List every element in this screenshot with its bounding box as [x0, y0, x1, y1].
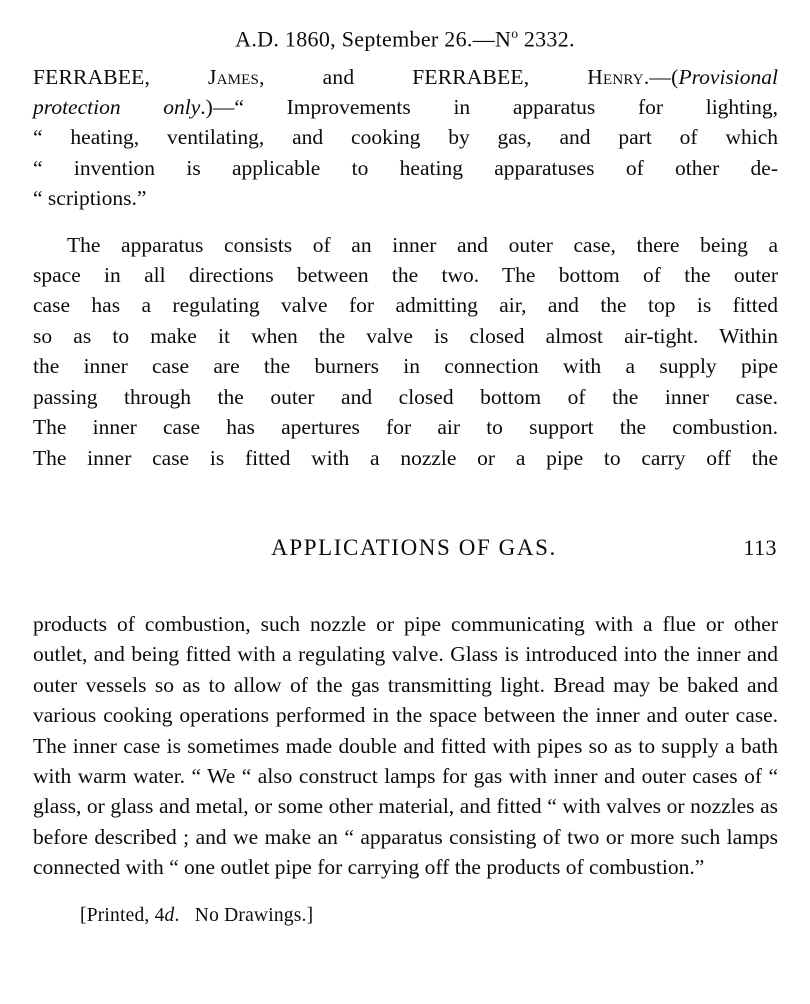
body-line: the inner case are the burners in connection with a supply pipe	[33, 354, 778, 379]
body-line: so as to make it when the valve is closed almost air-tight. Within	[33, 323, 778, 348]
body-line: “ with valves or nozzles as before described ; and we make an	[33, 794, 778, 849]
body-line: passing through the outer and closed bottom of the inner case.	[33, 384, 778, 409]
applicant-forename-2: Henry	[587, 64, 644, 89]
body-line: of the gas transmitting light. Bread may be baked and various	[33, 672, 778, 728]
running-head	[0, 535, 810, 575]
provisional-word-2: protection only	[33, 95, 201, 120]
running-head-title: APPLICATIONS OF GAS.	[271, 534, 557, 560]
body-line: a flue or other outlet, and being fitted with a regulating valve.	[33, 611, 779, 667]
page-number: 113	[743, 534, 777, 560]
provisional-word-1: Provisional	[678, 64, 778, 89]
patent-date-prefix: A.D. 1860, September 26.—N	[235, 26, 512, 52]
body-line: “ glass, or glass and metal, or some other material, and fitted	[33, 763, 779, 819]
body-line: The inner case has apertures for air to support the combustion.	[33, 415, 778, 440]
title-line-5: “ scriptions.”	[33, 186, 147, 211]
title-line-4: “ invention is applicable to heating apparatuses of other de-	[33, 155, 778, 180]
body-line: products of combustion, such nozzle or pipe communicating with	[33, 611, 633, 636]
patent-title-block	[33, 52, 778, 214]
specification-body-upper	[33, 214, 778, 473]
printing-note-after: . No Drawings.]	[174, 904, 314, 926]
applicant-surname-2: , and FERRABEE,	[259, 64, 588, 89]
body-line: cooking operations performed in the space between the inner and	[103, 703, 678, 728]
patent-number: 2332.	[518, 26, 575, 52]
title-line-2-rest: .)—“ Improvements in apparatus for lighting,	[200, 95, 778, 120]
patent-number-ordinal: o	[511, 26, 519, 41]
applicant-surname-1: FERRABEE,	[33, 64, 209, 89]
body-line: space in all directions between the two. The bottom of the outer	[33, 263, 778, 288]
body-line: Glass is introduced into the inner and outer vessels so as to allow	[33, 642, 779, 697]
body-line: The apparatus consists of an inner and outer case, there being a	[67, 232, 778, 257]
body-line: “ apparatus consisting of two or more such lamps connected with	[33, 824, 778, 880]
specification-body-lower	[33, 575, 778, 883]
patent-date-line	[0, 0, 810, 52]
title-line-3: “ heating, ventilating, and cooking by gas, and part of which	[33, 125, 778, 150]
title-line-1	[33, 62, 778, 92]
printing-note	[0, 905, 810, 927]
body-line: “ one outlet pipe for carrying off the products of combustion.”	[169, 855, 705, 880]
body-line: The inner case is fitted with a nozzle or a pipe to carry off the	[33, 445, 778, 470]
body-line: outer case. The inner case is sometimes made double and fitted	[33, 703, 779, 758]
body-line: with pipes so as to supply a bath with warm water. “ We	[33, 733, 778, 788]
body-line: case has a regulating valve for admitting air, and the top is fitted	[33, 293, 778, 318]
title-dash: .—(	[643, 64, 679, 89]
printing-note-denomination: d	[164, 904, 175, 926]
body-line: “ also construct lamps for gas with inner and outer cases of	[241, 763, 762, 788]
printing-note-before: [Printed, 4	[80, 904, 165, 926]
title-line-2	[33, 92, 778, 122]
applicant-forename-1: James	[208, 64, 260, 89]
